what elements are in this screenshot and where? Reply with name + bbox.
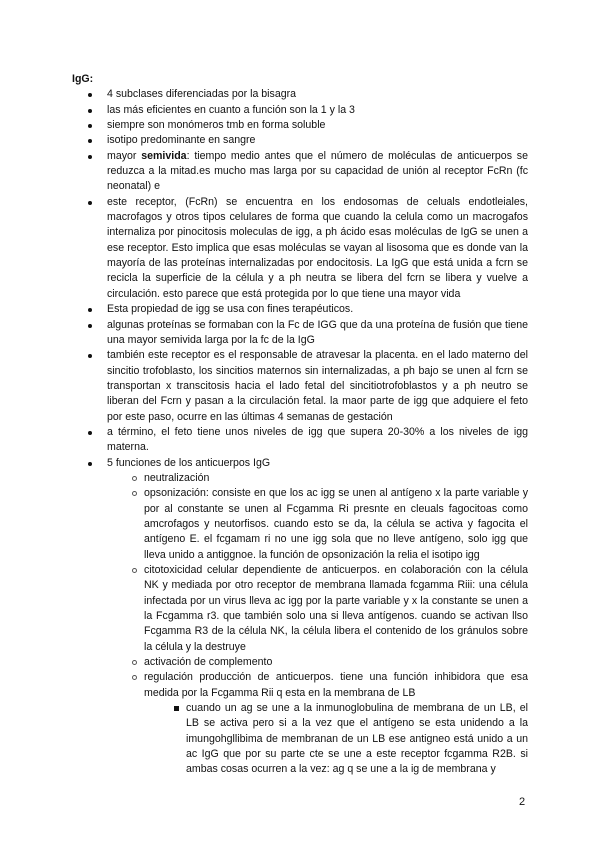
list-item: algunas proteínas se formaban con la Fc de IGG que da una proteína de fusión que tiene una mayor semivida larga por la fc de la IgG	[72, 318, 528, 349]
list-item: neutralización	[109, 471, 528, 486]
bold-term: semivida	[141, 149, 187, 162]
text: 5 funciones de los anticuerpos IgG	[107, 456, 271, 469]
list-item: a término, el feto tiene unos niveles de igg que supera 20-30% a los niveles de igg materna.	[72, 425, 528, 456]
section-title: IgG:	[72, 73, 94, 85]
functions-list	[109, 471, 528, 778]
igg-bullet-list	[72, 87, 528, 777]
list-item: opsonización: consiste en que los ac igg se unen al antígeno x la parte variable y por al constante se unen al Fcgamma Ri presnte en cleuals fagocitoas como amcrofagos y neutorfisos. cuando esto se da, la célula se activa y fagocita el antígeno E. el fcgamam ri no une igg sola que no lleve antígeno, solo igg que lleva unido a antiggnoe. la función de opsonización la relia el isotipo igg	[109, 486, 528, 563]
list-item: también este receptor es el responsable de atravesar la placenta. en el lado materno del sincitio trofoblasto, los sincitios maternos sin internalizadas, a ph bajo se unen al fcrn se transportan x transcitosis hacia el lado fetal del sincitiotrofoblastos y a ph neutro se liberan del Fcrn y pasan a la circulación fetal. la maor parte de igg que adquiere el feto por este paso, ocurre en las últimas 4 semanas de gestación	[72, 348, 528, 425]
list-item: las más eficientes en cuanto a función son la 1 y la 3	[72, 103, 528, 118]
list-item: activación de complemento	[109, 655, 528, 670]
list-item: citotoxicidad celular dependiente de anticuerpos. en colaboración con la célula NK y mediada por otro receptor de membrana llamada fcgamma Riii: una célula infectada por un virus lleva ac igg por la parte variable y x la constante se unen a la Fcgamma r3. que también solo una si lleva antígenos. cuando se activan llso Fcgamma R3 de la célula NK, la célula libera el contenido de los gránulos sobre la célula y la destruye	[109, 563, 528, 655]
list-item: este receptor, (FcRn) se encuentra en los endosomas de celuals endotleiales, macrofagos y otros tipos celulares de forma que cuando la celula como un macrogafos internaliza por pinocitosis moleculas de igg, a ph ácido esas moléculas de IgG se unen a ese receptor. Esto implica que esas moléculas se vayan al lisosoma que es donde van la mayoría de las proteínas internalizadas por endocitosis. La IgG que está unida a fcrn se recicla la superficie de la célula y a ph neutra se libera del fcrn se libera y vuelve a circulación. esto parece que está protegida por lo que tiene una mayor vida	[72, 195, 528, 302]
list-item: 4 subclases diferenciadas por la bisagra	[72, 87, 528, 102]
page-number: 2	[519, 796, 526, 808]
list-item: isotipo predominante en sangre	[72, 133, 528, 148]
list-item: Esta propiedad de igg se usa con fines terapéuticos.	[72, 302, 528, 317]
list-item	[109, 670, 528, 777]
text: mayor	[107, 149, 142, 162]
text: : tiempo medio antes que el número de moléculas de anticuerpos se reduzca a la mitad.es mucho mas larga por su capacidad de unión al receptor FcRn (fc neonatal) e	[107, 149, 528, 193]
document-page	[72, 72, 528, 778]
list-item	[72, 456, 528, 778]
text: regulación producción de anticuerpos. tiene una función inhibidora que esa medida por la Fcgamma Rii q esta en la membrana de LB	[144, 671, 528, 699]
list-item: cuando un ag se une a la inmunoglobulina de membrana de un LB, el LB se activa pero si a la vez que el antígeno se esta unidendo a la imungohgllibima de membranan de un LB ese antigneo está unido a un ac IgG que por su parte cte se une a este receptor fcgamma R2B. si ambas cosas ocurren a la vez: ag q se une a la ig de membrana y	[144, 701, 528, 778]
list-item: siempre son monómeros tmb en forma soluble	[72, 118, 528, 133]
list-item	[72, 149, 528, 195]
regulation-sublist	[144, 701, 528, 778]
